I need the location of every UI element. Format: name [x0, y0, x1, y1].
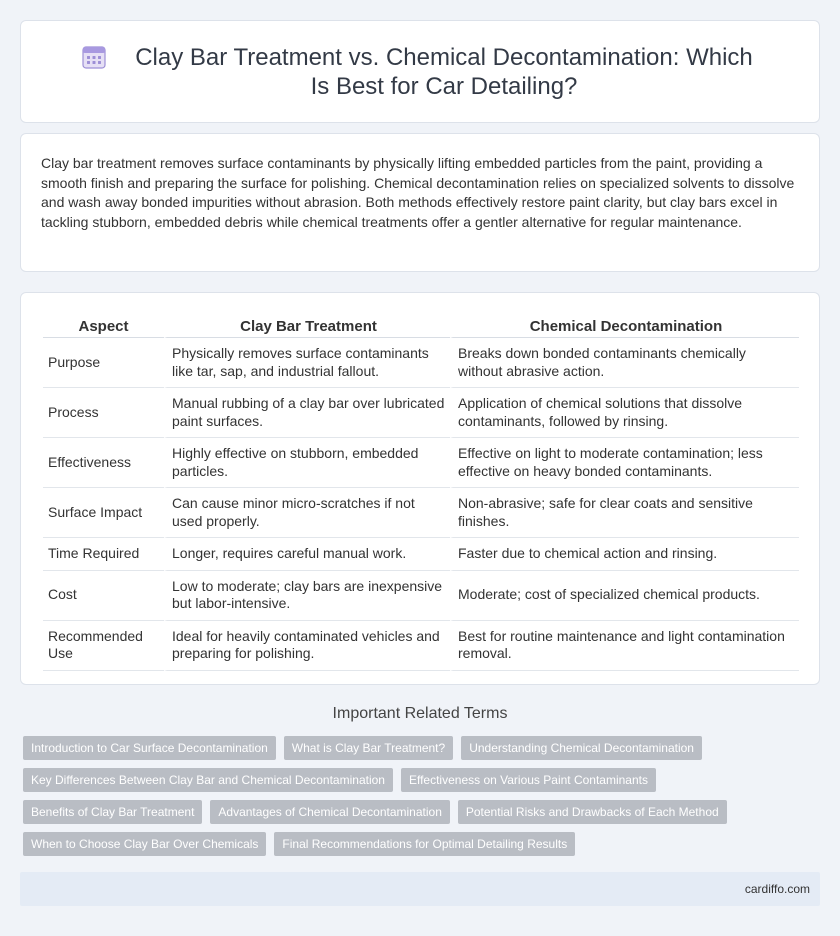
- row-aspect: Surface Impact: [43, 488, 164, 538]
- row-chemical: Moderate; cost of specialized chemical products.: [450, 571, 799, 621]
- intro-card: [20, 133, 820, 272]
- row-aspect: Recommended Use: [43, 621, 164, 671]
- related-term-tag[interactable]: Effectiveness on Various Paint Contaminants: [401, 768, 656, 792]
- related-term-tag[interactable]: Understanding Chemical Decontamination: [461, 736, 702, 760]
- row-clay-bar: Physically removes surface contaminants like tar, sap, and industrial fallout.: [164, 338, 450, 388]
- row-aspect: Process: [43, 388, 164, 438]
- row-clay-bar: Can cause minor micro-scratches if not used properly.: [164, 488, 450, 538]
- table-row: [43, 488, 799, 538]
- row-chemical: Effective on light to moderate contamination; less effective on heavy bonded contaminants.: [450, 438, 799, 488]
- row-clay-bar: Low to moderate; clay bars are inexpensive but labor-intensive.: [164, 571, 450, 621]
- table-row: [43, 388, 799, 438]
- row-aspect: Cost: [43, 571, 164, 621]
- header-chemical: Chemical Decontamination: [450, 315, 799, 338]
- related-term-tag[interactable]: Key Differences Between Clay Bar and Chemical Decontamination: [23, 768, 393, 792]
- row-aspect: Purpose: [43, 338, 164, 388]
- row-clay-bar: Highly effective on stubborn, embedded particles.: [164, 438, 450, 488]
- row-aspect: Effectiveness: [43, 438, 164, 488]
- related-term-tag[interactable]: When to Choose Clay Bar Over Chemicals: [23, 832, 266, 856]
- table-row: [43, 621, 799, 671]
- row-clay-bar: Ideal for heavily contaminated vehicles and preparing for polishing.: [164, 621, 450, 671]
- page-title: Clay Bar Treatment vs. Chemical Decontamination: Which Is Best for Car Detailing?: [135, 43, 753, 100]
- footer-site-link[interactable]: cardiffo.com: [744, 882, 810, 896]
- comparison-table: [43, 315, 799, 671]
- table-row: [43, 538, 799, 571]
- related-term-tag[interactable]: Potential Risks and Drawbacks of Each Method: [458, 800, 727, 824]
- related-terms-heading: Important Related Terms: [332, 705, 508, 722]
- table-row: [43, 338, 799, 388]
- header-aspect: Aspect: [43, 315, 164, 338]
- row-chemical: Breaks down bonded contaminants chemically without abrasive action.: [450, 338, 799, 388]
- header-clay-bar: Clay Bar Treatment: [164, 315, 450, 338]
- related-term-tag[interactable]: Advantages of Chemical Decontamination: [210, 800, 449, 824]
- related-term-tag[interactable]: Final Recommendations for Optimal Detailing Results: [274, 832, 575, 856]
- calendar-icon: [81, 44, 107, 70]
- intro-paragraph: Clay bar treatment removes surface contaminants by physically lifting embedded particles from the paint, providing a smooth finish and preparing the surface for polishing. Chemical decontamination relies on specialized solvents to dissolve and wash away bonded impurities without abrasion. Both methods effectively restore paint clarity, but clay bars excel in tackling stubborn, embedded debris while chemical treatments offer a gentler alternative for regular maintenance.: [41, 155, 795, 230]
- row-aspect: Time Required: [43, 538, 164, 571]
- row-clay-bar: Manual rubbing of a clay bar over lubricated paint surfaces.: [164, 388, 450, 438]
- related-terms-list: [23, 736, 823, 856]
- row-chemical: Faster due to chemical action and rinsing.: [450, 538, 799, 571]
- related-term-tag[interactable]: Benefits of Clay Bar Treatment: [23, 800, 202, 824]
- comparison-table-card: [20, 292, 820, 685]
- row-chemical: Application of chemical solutions that dissolve contaminants, followed by rinsing.: [450, 388, 799, 438]
- row-chemical: Best for routine maintenance and light contamination removal.: [450, 621, 799, 671]
- table-row: [43, 438, 799, 488]
- header-card: [20, 20, 820, 123]
- footer: [20, 872, 820, 906]
- table-header-row: [43, 315, 799, 338]
- table-row: [43, 571, 799, 621]
- related-term-tag[interactable]: Introduction to Car Surface Decontamination: [23, 736, 276, 760]
- row-clay-bar: Longer, requires careful manual work.: [164, 538, 450, 571]
- related-term-tag[interactable]: What is Clay Bar Treatment?: [284, 736, 453, 760]
- row-chemical: Non-abrasive; safe for clear coats and sensitive finishes.: [450, 488, 799, 538]
